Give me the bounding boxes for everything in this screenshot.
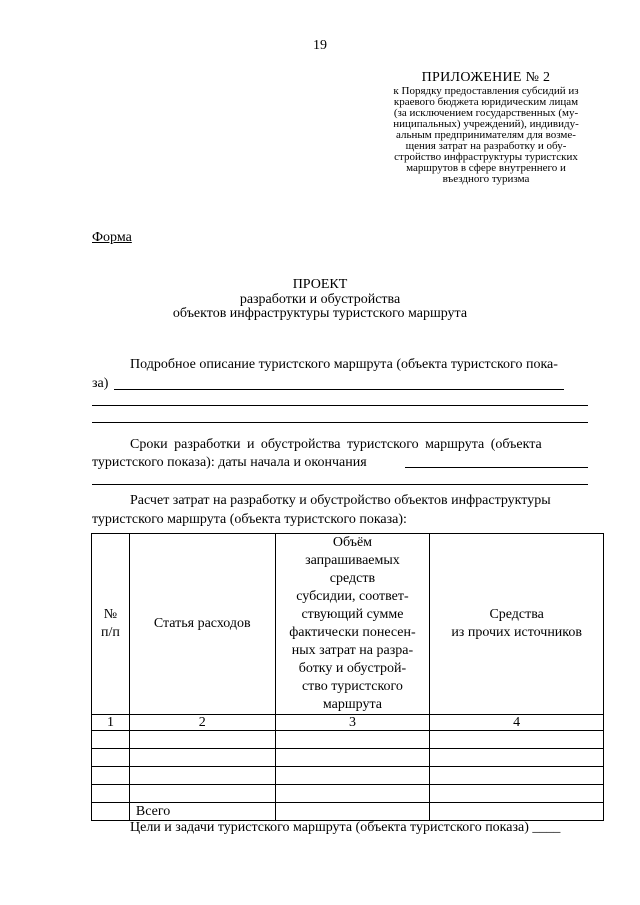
column-number: 3 [275, 715, 430, 731]
header-subsidy-line: маршрута [322, 697, 382, 712]
description-input-line[interactable] [92, 405, 588, 406]
table-cell[interactable] [129, 785, 275, 803]
column-number: 2 [129, 715, 275, 731]
description-input-line[interactable] [92, 422, 588, 423]
costs-table [91, 533, 604, 821]
table-cell[interactable] [430, 767, 604, 785]
costs-intro-line-2: туристского маршрута (объекта туристского показа): [92, 512, 407, 527]
header-number [92, 534, 130, 715]
header-subsidy-line: ных затрат на разра- [291, 643, 414, 658]
header-number-line: № [103, 607, 118, 622]
column-number: 1 [92, 715, 130, 731]
table-row [92, 749, 604, 767]
table-cell[interactable] [92, 803, 130, 821]
table-cell[interactable] [92, 749, 130, 767]
header-subsidy-line: ботку и обустрой- [298, 661, 407, 676]
table-cell[interactable] [129, 731, 275, 749]
description-label: за) [92, 376, 109, 391]
terms-paragraph [92, 435, 594, 454]
table-row [92, 767, 604, 785]
appendix-subtitle-line: (за исключением государственных (му- [393, 107, 579, 119]
project-title: ПРОЕКТ [292, 277, 348, 292]
costs-intro-paragraph [92, 491, 594, 510]
appendix-subtitle-line: стройство инфраструктуры туристских [394, 151, 578, 163]
header-other-sources [430, 534, 604, 715]
table-cell[interactable] [92, 767, 130, 785]
total-subsidy-cell[interactable] [275, 803, 430, 821]
column-number-row [92, 715, 604, 731]
terms-label: туристского показа): даты начала и окончания [92, 455, 367, 470]
project-subtitle-1: разработки и обустройства [239, 292, 401, 307]
costs-intro-line-1: Расчет затрат на разработку и обустройство объектов инфраструктуры [130, 493, 551, 508]
header-other-line: из прочих источников [451, 625, 583, 640]
table-cell[interactable] [129, 767, 275, 785]
header-subsidy-line: ство туристского [301, 679, 403, 694]
column-number: 4 [430, 715, 604, 731]
table-row [92, 785, 604, 803]
appendix-subtitle-line: к Порядку предоставления субсидий из [393, 85, 579, 97]
description-line-1: Подробное описание туристского маршрута (объекта туристского пока- [130, 357, 558, 372]
table-total-row [92, 803, 604, 821]
appendix-subtitle-line: щения затрат на разработку и обу- [405, 140, 567, 152]
appendix-subtitle [376, 86, 596, 185]
description-input-line[interactable] [114, 389, 564, 390]
dates-input-line[interactable] [405, 467, 588, 468]
form-label: Форма [92, 230, 132, 245]
appendix-title: ПРИЛОЖЕНИЕ № 2 [421, 70, 551, 85]
header-item: Статья расходов [129, 534, 275, 715]
table-cell[interactable] [275, 767, 430, 785]
table-cell[interactable] [129, 749, 275, 767]
project-subtitle-2: объектов инфраструктуры туристского маршрута [172, 306, 468, 321]
header-subsidy-line: запрашиваемых [305, 553, 400, 568]
description-paragraph [92, 355, 594, 374]
terms-line-1: Сроки разработки и обустройства туристского маршрута (объекта [130, 437, 542, 452]
header-subsidy-line: фактически понесен- [289, 625, 416, 640]
header-subsidy-line: Объём [332, 535, 373, 550]
table-cell[interactable] [430, 731, 604, 749]
table-cell[interactable] [275, 749, 430, 767]
terms-input-line[interactable] [92, 484, 588, 485]
table-row [92, 731, 604, 749]
table-cell[interactable] [430, 785, 604, 803]
table-header-row [92, 534, 604, 715]
header-subsidy [275, 534, 430, 715]
appendix-subtitle-line: альным предпринимателям для возме- [396, 129, 576, 141]
appendix-subtitle-line: ниципальных) учреждений), индивиду- [393, 118, 579, 130]
table-cell[interactable] [92, 785, 130, 803]
page-number: 19 [313, 38, 327, 53]
header-number-line: п/п [101, 625, 120, 640]
table-cell[interactable] [275, 731, 430, 749]
appendix-subtitle-line: краевого бюджета юридическим лицам [393, 96, 579, 108]
table-cell[interactable] [92, 731, 130, 749]
goals-line: Цели и задачи туристского маршрута (объекта туристского показа) ____ [130, 820, 561, 835]
table-cell[interactable] [430, 749, 604, 767]
total-label: Всего [129, 803, 275, 821]
appendix-subtitle-line: маршрутов в сфере внутреннего и [406, 162, 566, 174]
table-cell[interactable] [275, 785, 430, 803]
header-other-line: Средства [489, 607, 544, 622]
appendix-subtitle-line: въездного туризма [442, 173, 530, 185]
header-subsidy-line: средств [329, 571, 376, 586]
header-subsidy-line: ствующий сумме [301, 607, 404, 622]
header-subsidy-line: субсидии, соответ- [296, 589, 409, 604]
total-other-cell[interactable] [430, 803, 604, 821]
